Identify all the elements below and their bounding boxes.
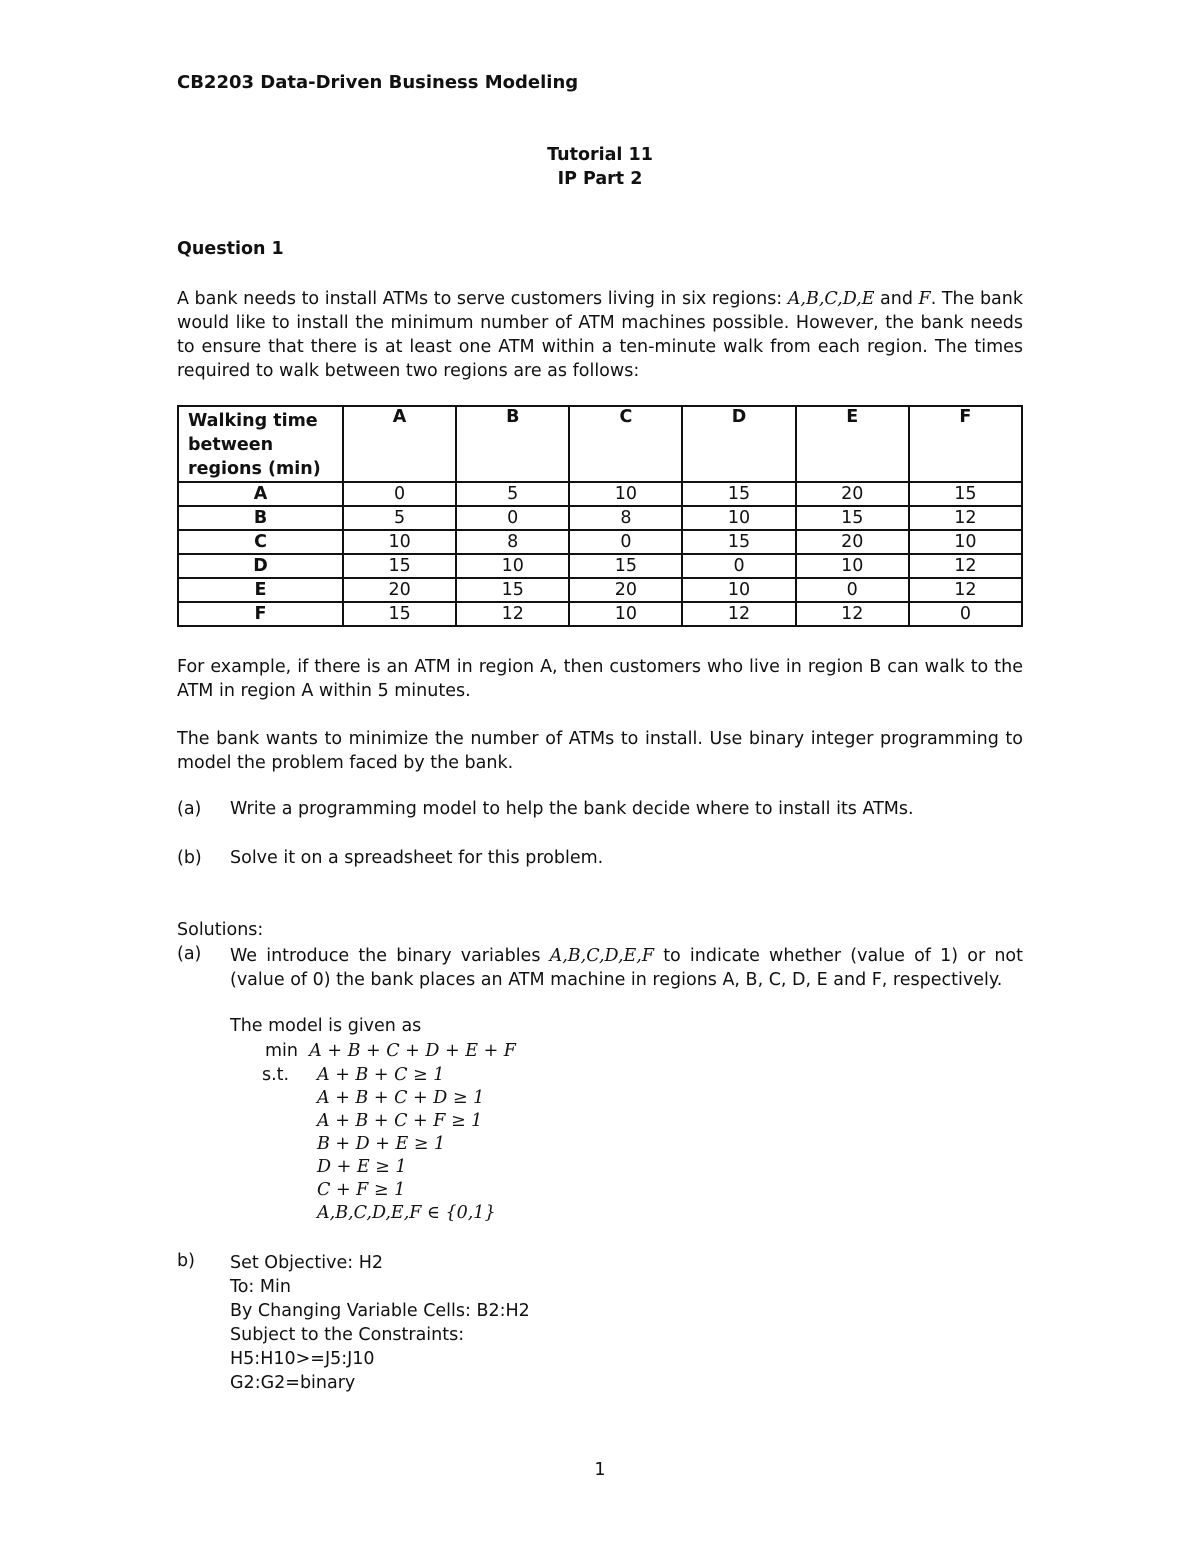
intro-regions: A,B,C,D,E xyxy=(787,289,875,309)
table-cell: 10 xyxy=(682,506,795,530)
row-header: A xyxy=(178,482,343,506)
constraints-list xyxy=(317,1064,496,1225)
row-header: D xyxy=(178,554,343,578)
table-cell: 12 xyxy=(909,506,1022,530)
solution-a-text-2: to indicate whether (value of 1) or not (value of 0) the bank places an ATM machine in regions A, B, C, D, E and F, respectively. xyxy=(230,946,1023,990)
constraint-line: B + D + E ≥ 1 xyxy=(317,1134,446,1154)
part-b-text: Solve it on a spreadsheet for this problem. xyxy=(230,848,604,868)
table-row xyxy=(178,506,1022,530)
row-header: E xyxy=(178,578,343,602)
goal-paragraph: The bank wants to minimize the number of ATMs to install. Use binary integer programming to model the problem faced by the bank. xyxy=(177,729,1023,773)
solver-line: Subject to the Constraints: xyxy=(230,1325,465,1345)
table-cell: 15 xyxy=(456,578,569,602)
walking-time-table xyxy=(177,405,1023,627)
question-intro xyxy=(177,287,1023,383)
corner-line-3: regions (min) xyxy=(188,459,321,479)
table-cell: 12 xyxy=(796,602,909,626)
table-cell: 15 xyxy=(682,530,795,554)
column-header: E xyxy=(796,406,909,482)
column-header: D xyxy=(682,406,795,482)
table-cell: 0 xyxy=(682,554,795,578)
table-cell: 15 xyxy=(796,506,909,530)
table-row xyxy=(178,602,1022,626)
table-cell: 20 xyxy=(796,530,909,554)
table-row xyxy=(178,530,1022,554)
solver-line: By Changing Variable Cells: B2:H2 xyxy=(230,1301,530,1321)
table-cell: 0 xyxy=(569,530,682,554)
table-cell: 10 xyxy=(456,554,569,578)
intro-text-2: . The bank would like to install the minimum number of ATM machines possible. However, the bank needs to ensure that there is at least one ATM within a ten-minute walk from each region. The times required to walk between two regions are as follows: xyxy=(177,289,1024,381)
table-cell: 20 xyxy=(343,578,456,602)
st-keyword: s.t. xyxy=(262,1065,290,1085)
table-cell: 0 xyxy=(796,578,909,602)
corner-line-1: Walking time xyxy=(188,411,318,431)
table-cell: 15 xyxy=(682,482,795,506)
table-cell: 20 xyxy=(796,482,909,506)
table-cell: 0 xyxy=(909,602,1022,626)
table-cell: 12 xyxy=(456,602,569,626)
solver-line: To: Min xyxy=(230,1277,291,1297)
table-cell: 10 xyxy=(796,554,909,578)
table-corner-header xyxy=(178,406,343,482)
table-cell: 0 xyxy=(456,506,569,530)
min-keyword: min xyxy=(265,1041,299,1061)
table-cell: 5 xyxy=(456,482,569,506)
solutions-heading: Solutions: xyxy=(177,920,264,940)
table-cell: 10 xyxy=(682,578,795,602)
constraint-line: A + B + C ≥ 1 xyxy=(317,1065,445,1085)
table-cell: 8 xyxy=(456,530,569,554)
table-cell: 5 xyxy=(343,506,456,530)
table-cell: 20 xyxy=(569,578,682,602)
solver-line: Set Objective: H2 xyxy=(230,1253,384,1273)
objective-line xyxy=(265,1040,516,1063)
row-header: B xyxy=(178,506,343,530)
corner-line-2: between xyxy=(188,435,274,455)
tutorial-title-block xyxy=(0,143,1200,191)
table-cell: 15 xyxy=(343,554,456,578)
constraint-line: A + B + C + F ≥ 1 xyxy=(317,1111,483,1131)
table-cell: 12 xyxy=(909,578,1022,602)
part-a-label: (a) xyxy=(177,799,202,819)
table-cell: 15 xyxy=(909,482,1022,506)
table-header-row xyxy=(178,406,1022,482)
table-cell: 10 xyxy=(569,482,682,506)
page-number: 1 xyxy=(594,1460,606,1480)
objective-expression: A + B + C + D + E + F xyxy=(309,1041,516,1061)
intro-and: and xyxy=(874,289,919,309)
table-row xyxy=(178,554,1022,578)
column-header: A xyxy=(343,406,456,482)
column-header: F xyxy=(909,406,1022,482)
part-b-label: (b) xyxy=(177,848,202,868)
table-cell: 15 xyxy=(343,602,456,626)
constraint-line: A,B,C,D,E,F ∈ {0,1} xyxy=(317,1203,496,1223)
table-cell: 8 xyxy=(569,506,682,530)
solution-a-text-1: We introduce the binary variables xyxy=(230,946,550,966)
question-heading: Question 1 xyxy=(177,239,284,259)
row-header: F xyxy=(178,602,343,626)
solution-a-label: (a) xyxy=(177,944,202,964)
column-header: C xyxy=(569,406,682,482)
example-paragraph: For example, if there is an ATM in region A, then customers who live in region B can walk to the ATM in region A within 5 minutes. xyxy=(177,657,1023,701)
tutorial-subtitle: IP Part 2 xyxy=(557,169,643,189)
table-row xyxy=(178,482,1022,506)
table-cell: 15 xyxy=(569,554,682,578)
intro-text-1: A bank needs to install ATMs to serve customers living in six regions: xyxy=(177,289,788,309)
solver-line: G2:G2=binary xyxy=(230,1373,356,1393)
table-cell: 10 xyxy=(909,530,1022,554)
row-header: C xyxy=(178,530,343,554)
table-cell: 12 xyxy=(682,602,795,626)
column-header: B xyxy=(456,406,569,482)
solver-line: H5:H10>=J5:J10 xyxy=(230,1349,375,1369)
course-title: CB2203 Data-Driven Business Modeling xyxy=(177,72,579,93)
table-cell: 10 xyxy=(343,530,456,554)
solution-b-label: b) xyxy=(177,1251,195,1271)
solution-a-text xyxy=(230,944,1023,992)
table-row xyxy=(178,578,1022,602)
model-intro: The model is given as xyxy=(230,1016,422,1036)
table-cell: 0 xyxy=(343,482,456,506)
solution-a-vars: A,B,C,D,E,F xyxy=(549,946,655,966)
constraint-line: C + F ≥ 1 xyxy=(317,1180,406,1200)
tutorial-title: Tutorial 11 xyxy=(547,145,653,165)
constraint-line: A + B + C + D ≥ 1 xyxy=(317,1088,485,1108)
intro-last-region: F xyxy=(918,289,931,309)
solver-settings xyxy=(230,1251,530,1395)
table-cell: 12 xyxy=(909,554,1022,578)
part-a-text: Write a programming model to help the bank decide where to install its ATMs. xyxy=(230,799,914,819)
st-keyword-wrap xyxy=(262,1064,289,1087)
table-cell: 10 xyxy=(569,602,682,626)
constraint-line: D + E ≥ 1 xyxy=(317,1157,407,1177)
